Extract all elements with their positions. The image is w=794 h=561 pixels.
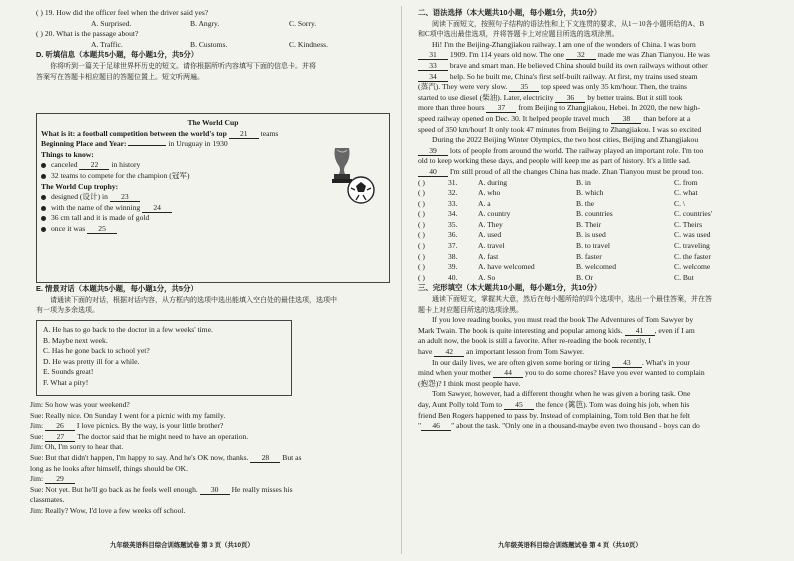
blank-23[interactable]: 23 [110,192,140,202]
page-footer: 九年级英语科目综合训练题试卷 第 3 页（共10页） [110,542,254,549]
left-page [30,0,388,561]
option-d: D. He was pretty ill for a while. [43,356,140,366]
blank-38[interactable]: 38 [611,114,641,124]
question-20: ( ) 20. What is the passage about? [36,29,139,39]
section-3-title: 三、完形填空（本大题共10小题，每小题1分，共10分） [418,283,602,293]
choice-row-32[interactable]: ( ) 32. A. who B. which C. what [418,188,698,198]
blank-39[interactable]: 39 [418,146,448,156]
trophy-and-football-icon [325,144,377,206]
section-d-title: D. 听填信息（本题共5小题，每小题1分，共5分） [36,50,199,60]
blank-26[interactable]: 26 [45,421,75,431]
section-e-instruction: 请通读下面的对话，根据对话内容，从方框内的选项中选出能填入空白处的最佳选项，选项中 [50,295,337,304]
option-b: B. Maybe next week. [43,335,108,345]
bullet-icon [41,163,46,168]
option-c: C. Kindness. [289,39,329,49]
blank-33[interactable]: 33 [418,61,448,71]
blank-27[interactable]: 27 [45,432,75,442]
question-19: ( ) 19. How did the officer feel when the driver said yes? [36,8,209,17]
blank-43[interactable]: 43 [612,358,642,368]
question-20-options [36,40,388,51]
option-b: B. Customs. [190,39,228,49]
choice-row-36[interactable]: ( ) 36. A. used B. is used C. was used [418,230,711,240]
section-2-instruction-2: 和C项中选出最佳选项，并将答题卡上对应题目所选的选项涂黑。 [418,30,619,39]
blank-32[interactable]: 32 [566,50,596,60]
option-c: C. Sorry. [289,18,317,28]
cloze-passage: If you love reading books, you must read the book The Adventures of Tom Sawyer by Mark Twain. The book is quite interesting and popular among kids. 41 , even if I am an adult now, the book is still a favorite. After re-reading the book recently, I have 42 an important lesson from Tom Sawyer. In our daily lives, we are often given some boring or tiring 43 . What's in your mind when your mother 44 you to do some chores? Have you ever wanted to complain (抱怨)? I think most people have. Tom Sawyer, however, had a different thought when he was given a boring task. One day, Aunt Polly told Tom to 45 the fence (篱笆). Tom was doing his job, when his friend Ben Rogers happened to pass by. Instead of complaining, Tom told Ben that he felt " 46 " about the task. "Only one in a thousand-maybe even two thousand - boys can do [418,315,705,431]
option-a: A. Traffic. [91,39,123,49]
blank-46[interactable]: 46 [421,421,451,431]
option-b: B. Angry. [190,18,220,28]
blank-31[interactable]: 31 [418,50,448,60]
blank-year[interactable] [128,145,166,146]
blank-36[interactable]: 36 [555,93,585,103]
blank-34[interactable]: 34 [418,72,448,82]
blank-44[interactable]: 44 [493,368,523,378]
bullet-icon [41,174,46,179]
blank-29[interactable]: 29 [45,474,75,484]
blank-21[interactable]: 21 [229,129,259,139]
section-d-instruction-2: 答案写在答题卡相应题目的答题位置上。短文听两遍。 [36,72,204,81]
bullet-icon [41,195,46,200]
grammar-choices [418,178,780,284]
choice-row-35[interactable]: ( ) 35. A. They B. Their C. Theirs [418,219,703,229]
bullet-icon [41,227,46,232]
choice-row-40[interactable]: ( ) 40. A. So B. Or C. But [418,272,694,282]
section-2-title: 二、语法选择（本大题共10小题，每小题1分，共10分） [418,8,602,17]
page-divider [401,6,402,554]
blank-45[interactable]: 45 [504,400,534,410]
card-title: The World Cup [187,118,239,127]
section-d-instruction: 你将听到一篇关于足球世界杯历史的短文。请你根据所听内容填写下面的信息卡。并将 [50,61,316,70]
grammar-passage: Hi! I'm the Beijing-Zhangjiakou railway. I am one of the wonders of China. I was born 31 1909. I'm 114 years old now. The one 32 made me was Zhan Tianyou. He was 33 brave and smart man. He believed China should build its own railways without other 34 help. So he built me, China's first self-built railway. At first, my trains used steam (蒸汽). They were very slow. 35 top speed was only 35 km/hour. Then, the trains started to use diesel (柴油). Later, electricity 36 by better trains. But it still took more than three hours 37 from Beijing to Zhangjiakou, Hebei. In 2020, the new high- speed railway opened on Dec. 30. It helped people travel much 38 than before at a speed of 350 km/hour! It only took 47 minutes from Beijing to Zhangjiakou. I was so excited During the 2022 Beijing Winter Olympics, the two host cities, Beijing and Zhangjiakou 39 lots of people from around the world. The railway played an important role. I'm too old to keep working these days, and people will keep me as part of history. It's a little sad. 40 I'm still proud of all the changes China has made. Zhan Tianyou must be proud too. [418,39,710,176]
right-page [418,0,780,561]
option-a: A. He has to go back to the doctor in a few weeks' time. [43,325,213,334]
page-footer: 九年级英语科目综合训练题试卷 第 4 页（共10页） [498,542,642,549]
question-19-options [36,19,388,30]
section-3-instruction: 通读下面短文，掌握其大意，然后在每小题所给的四个选项中，选出一个最佳答案，并在答 [432,295,712,304]
choice-row-37[interactable]: ( ) 37. A. travel B. to travel C. traveling [418,241,710,251]
blank-28[interactable]: 28 [250,453,280,463]
option-a: A. Surprised. [91,18,132,28]
choice-row-38[interactable]: ( ) 38. A. fast B. faster C. the faster [418,251,711,261]
section-3-instruction-2: 题卡上对应题目所选的选项涂黑。 [418,305,523,314]
dialogue: Jim: So how was your weekend? Sue: Really nice. On Sunday I went for a picnic with my family. Jim: 26 I love picnics. By the way, is your little brother? Sue: 27 The doctor said that he might need to have an operation. Jim: Oh, I'm sorry to hear that. Sue: But that didn't happen, I'm happy to say. And he's OK now, thanks. 28 But as long as he looks after himself, things should be OK. Jim: 29 Sue: Not yet. But he'll go back as he feels well enough. 30 He really misses his classmates. Jim: Really? Wow, I'd love a few weeks off school. [30,400,302,515]
choice-row-31[interactable]: ( ) 31. A. during B. in C. from [418,177,698,187]
section-2-instruction: 阅读下面短文，按照句子结构的语法性和上下文连贯的要求，从1－10各小题所给的A、B [432,19,705,28]
choice-row-39[interactable]: ( ) 39. A. have welcomed B. welcomed C. welcome [418,262,711,272]
blank-41[interactable]: 41 [625,326,655,336]
bullet-icon [41,206,46,211]
choice-row-33[interactable]: ( ) 33. A. a B. the C. \ [418,198,685,208]
blank-30[interactable]: 30 [200,485,230,495]
blank-37[interactable]: 37 [486,103,516,113]
option-c: C. Has he gone back to school yet? [43,346,150,356]
blank-42[interactable]: 42 [434,347,464,357]
option-e: E. Sounds great! [43,367,94,377]
choice-row-34[interactable]: ( ) 34. A. country B. countries C. countries' [418,209,713,219]
dialogue-options-box [36,320,292,396]
section-e-title: E. 情景对话（本题共5小题，每小题1分，共5分） [36,284,198,293]
blank-22[interactable]: 22 [79,160,109,170]
bullet-icon [41,216,46,221]
section-e-instruction-2: 有一项为多余选项。 [36,306,99,315]
world-cup-info-card: The World Cup What is it: a football competition between the world's top 21 teams Beginning Place and Year: in Uruguay in 1930 Things to know: canceled 22 in history 32 teams to compete for the champion (冠军) The World Cup trophy: designed (设计) in 23 with the name of the winning 24 36 cm tall and it is made of gold once it was 25 [36,113,390,283]
blank-35[interactable]: 35 [509,82,539,92]
option-f: F. What a pity! [43,377,89,387]
blank-40[interactable]: 40 [418,167,448,177]
blank-24[interactable]: 24 [142,203,172,213]
blank-25[interactable]: 25 [87,224,117,234]
